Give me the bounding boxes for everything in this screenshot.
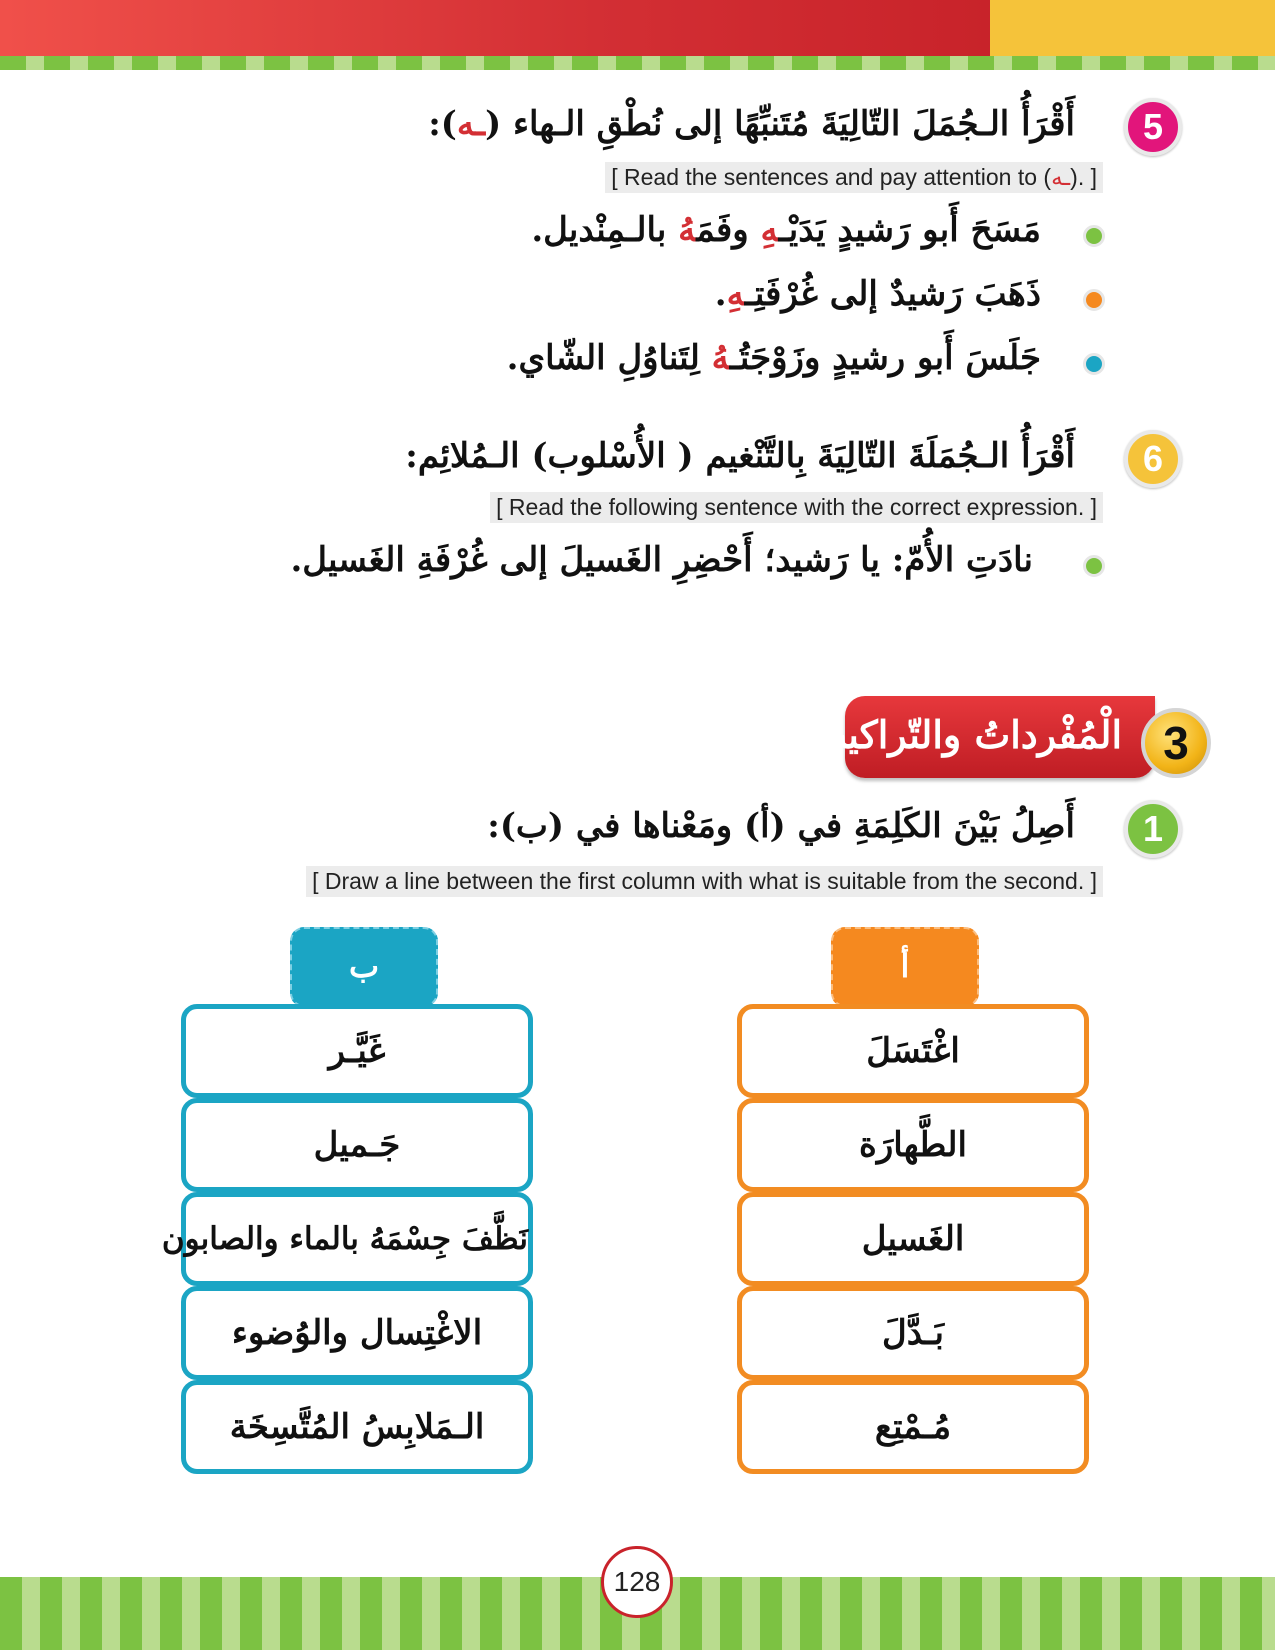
sentence-1-ha: هُ: [678, 210, 697, 250]
sentence-6: نادَتِ الأُمّ: يا رَشيد؛ أَحْضِرِ الغَسيلَ إلى غُرْفَةِ الغَسيل.: [290, 540, 1033, 580]
sentence-1-part: وفَمَ: [696, 210, 761, 250]
sentence-1-part: مَسَحَ أَبو رَشيدٍ يَدَيْـ: [778, 210, 1041, 250]
exercise-1-number: 1: [1124, 800, 1182, 858]
sentence-2-ha: هِ: [726, 274, 745, 314]
sentence-2-part: ذَهَبَ رَشيدٌ إلى غُرْفَتِـ: [744, 274, 1041, 314]
column-a-item[interactable]: اغْتَسَلَ: [737, 1004, 1089, 1098]
exercise-6-hint: [ Read the following sentence with the correct expression. ]: [490, 492, 1103, 523]
column-a-label: أ: [831, 927, 979, 1007]
bullet-blue-icon: [1083, 353, 1105, 375]
exercise-5-heading: [428, 104, 1075, 144]
column-b-item[interactable]: جَـميل: [181, 1098, 533, 1192]
column-a-item[interactable]: مُـمْتِع: [737, 1380, 1089, 1474]
sentence-2-part: .: [714, 274, 727, 314]
top-stripe: [0, 56, 1275, 70]
column-b-label: ب: [290, 927, 438, 1007]
exercise-5-heading-letter: ـه: [456, 104, 486, 144]
sentence-1-part: بالـمِنْديل.: [531, 210, 679, 250]
exercise-6-heading: أَقْرَأُ الـجُمَلَةَ التّالِيَةَ بِالتَّنْغيم ( الأُسْلوب) الـمُلائِم:: [405, 436, 1075, 476]
column-b-item[interactable]: الاغْتِسال والوُضوء: [181, 1286, 533, 1380]
page-number: 128: [601, 1546, 673, 1618]
exercise-5-hint-text: [ Read the sentences and pay attention to (: [611, 164, 1052, 190]
column-b-item[interactable]: غَيَّـر: [181, 1004, 533, 1098]
sentence-1-ha: هِ: [760, 210, 779, 250]
bullet-green-icon: [1083, 225, 1105, 247]
section-3-banner: [810, 694, 1190, 782]
exercise-5-heading-text: أَقْرَأُ الـجُمَلَ التّالِيَةَ مُتَنبِّهًا إلى نُطْقِ الـهاء (: [485, 104, 1075, 144]
top-band-yellow: [990, 0, 1275, 56]
column-a-item[interactable]: الطَّهارَة: [737, 1098, 1089, 1192]
top-band-red: [0, 0, 990, 56]
sentence-1: [531, 210, 1041, 250]
column-b-item[interactable]: الـمَلابِسُ المُتَّسِخَة: [181, 1380, 533, 1474]
sentence-2: [715, 274, 1041, 314]
bullet-green-icon: [1083, 555, 1105, 577]
exercise-1-heading: أَصِلُ بَيْنَ الكَلِمَةِ في (أ) ومَعْناها في (ب):: [487, 806, 1075, 846]
sentence-3-part: لِتَناوُلِ الشّاي.: [506, 338, 712, 378]
exercise-1-hint: [ Draw a line between the first column with what is suitable from the second. ]: [306, 866, 1103, 897]
exercise-6-number: 6: [1124, 430, 1182, 488]
section-3-number: 3: [1141, 708, 1211, 778]
exercise-5-hint: [605, 162, 1103, 193]
column-b-item[interactable]: نَظَّفَ جِسْمَهُ بالماء والصابون: [181, 1192, 533, 1286]
column-a-item[interactable]: بَـدَّلَ: [737, 1286, 1089, 1380]
exercise-5-hint-letter: ـه: [1051, 165, 1071, 191]
top-banner: [0, 0, 1275, 56]
column-a-item[interactable]: الغَسيل: [737, 1192, 1089, 1286]
sentence-3-part: جَلَسَ أَبو رشيدٍ وزَوْجَتُـ: [729, 338, 1041, 378]
exercise-5-number: 5: [1124, 98, 1182, 156]
sentence-3-ha: هُ: [711, 338, 730, 378]
section-3-title: الْمُفْرداتُ والتّراكيب: [810, 712, 1122, 757]
bullet-orange-icon: [1083, 289, 1105, 311]
exercise-5-hint-end: ). ]: [1070, 164, 1097, 190]
exercise-5-heading-end: ):: [428, 104, 457, 144]
sentence-3: [507, 338, 1041, 378]
